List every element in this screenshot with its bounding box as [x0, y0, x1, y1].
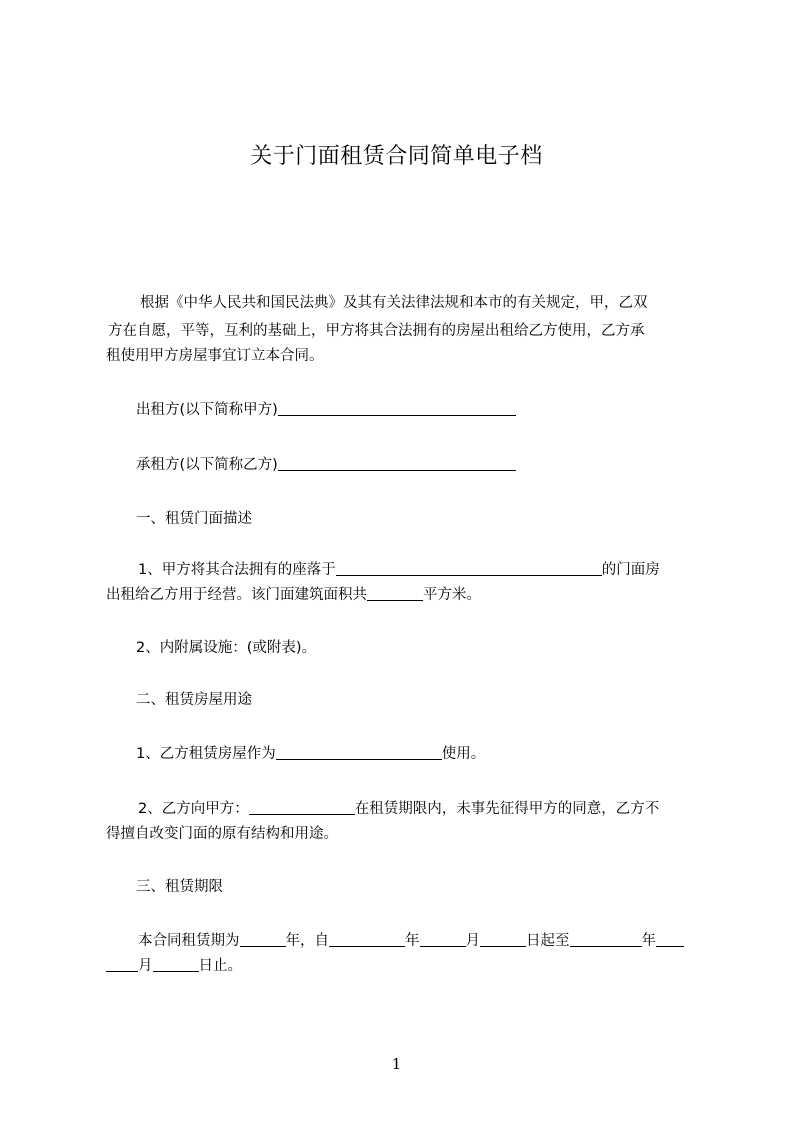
section-2-item-2-text: 2、乙方向甲方： — [138, 801, 249, 817]
consent-blank[interactable] — [249, 798, 355, 815]
lease-term-line-1 — [138, 927, 742, 955]
section-1-heading: 一、租赁门面描述 — [136, 511, 252, 527]
section-2-item-2 — [138, 795, 742, 823]
term-year-text: 年，自 — [285, 933, 329, 949]
start-year-text: 年 — [405, 933, 420, 949]
area-label: 出租给乙方用于经营。该门面建筑面积共 — [106, 587, 367, 603]
section-1-item-2: 2、内附属设施：(或附表)。 — [136, 640, 317, 656]
lessor-line — [136, 396, 740, 424]
usage-blank[interactable] — [276, 743, 442, 760]
section-2-item-2-rest: 在租赁期限内，未事先征得甲方的同意，乙方不 — [354, 801, 660, 817]
start-year-blank[interactable] — [329, 930, 405, 947]
start-day-text: 日起至 — [526, 933, 570, 949]
start-day-blank[interactable] — [480, 930, 526, 947]
end-day-text: 日止。 — [198, 958, 242, 974]
usage-label: 1、乙方租赁房屋作为 — [136, 746, 276, 762]
page-number: 1 — [391, 1055, 402, 1073]
term-label: 本合同租赁期为 — [138, 933, 240, 949]
end-year-blank-tail[interactable] — [106, 955, 138, 972]
start-month-blank[interactable] — [420, 930, 466, 947]
area-unit: 平方米。 — [423, 587, 481, 603]
section-3-heading: 三、租赁期限 — [136, 879, 223, 895]
section-1-item-1-line-2 — [106, 581, 710, 609]
lessee-blank[interactable] — [278, 454, 516, 471]
start-month-text: 月 — [465, 933, 480, 949]
section-2-item-2-line-2: 得擅自改变门面的原有结构和用途。 — [106, 826, 338, 842]
section-1-item-1 — [138, 556, 742, 584]
lessee-line — [136, 451, 740, 479]
section-1-item-1-text: 1、甲方将其合法拥有的座落于 — [138, 562, 336, 578]
lessee-label: 承租方(以下简称乙方) — [136, 457, 278, 473]
section-2-item-1 — [136, 740, 740, 768]
area-blank[interactable] — [367, 584, 423, 601]
document-title: 关于门面租赁合同简单电子档 — [250, 144, 543, 169]
term-years-blank[interactable] — [240, 930, 286, 947]
end-month-text: 月 — [138, 958, 153, 974]
location-blank[interactable] — [336, 559, 602, 576]
lessor-blank[interactable] — [278, 399, 516, 416]
intro-line-2: 方在自愿，平等，互利的基础上，甲方将其合法拥有的房屋出租给乙方使用，乙方承 — [108, 323, 645, 339]
lease-term-line-2 — [106, 952, 710, 980]
usage-suffix: 使用。 — [441, 746, 486, 762]
end-day-blank[interactable] — [153, 955, 199, 972]
section-1-item-1-suffix: 的门面房 — [601, 562, 660, 578]
section-2-heading: 二、租赁房屋用途 — [136, 692, 252, 708]
end-year-blank-continued[interactable] — [656, 930, 684, 947]
lessor-label: 出租方(以下简称甲方) — [136, 402, 278, 418]
end-year-blank[interactable] — [570, 930, 642, 947]
end-year-text: 年 — [641, 933, 656, 949]
intro-line-1: 根据《中华人民共和国民法典》及其有关法律法规和本市的有关规定，甲，乙双 — [140, 295, 648, 311]
intro-line-3: 租使用甲方房屋事宜订立本合同。 — [106, 348, 324, 364]
